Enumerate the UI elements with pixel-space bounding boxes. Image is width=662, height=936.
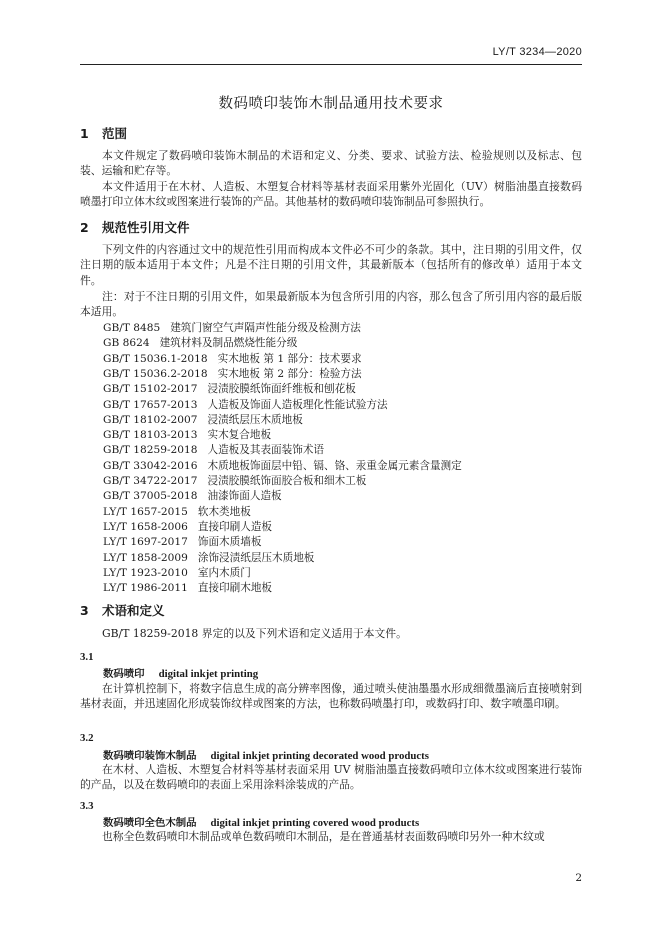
document-title: 数码喷印装饰木制品通用技术要求 (218, 96, 444, 112)
reference-title: 室内木质门 (197, 566, 251, 579)
term-definition: 也称全色数码喷印木制品或单色数码喷印木制品，是在普通基材表面数码喷印另外一种木纹或 (102, 830, 545, 843)
note-paragraph: 注：对于不注日期的引用文件，如果最新版本为包含所引用的内容，那么包含了所引用内容的最后版本适用。 (80, 290, 582, 319)
reference-item (103, 474, 366, 489)
reference-item (103, 398, 388, 413)
reference-title: 直接印刷人造板 (197, 520, 273, 533)
term-number: 3.1 (80, 651, 94, 663)
reference-code: GB/T 17657-2013 (103, 398, 198, 411)
reference-title: 饰面木质墙板 (197, 536, 262, 549)
reference-item (103, 551, 314, 566)
reference-item (103, 459, 462, 474)
reference-title: 实木地板 第 2 部分：检验方法 (217, 367, 362, 380)
reference-item (103, 489, 282, 504)
reference-title: 建筑材料及制品燃烧性能分级 (159, 337, 298, 350)
term-heading (103, 665, 258, 680)
section-title: 规范性引用文件 (102, 220, 190, 235)
section-number: 2 (80, 220, 89, 235)
page-number: 2 (575, 872, 582, 884)
reference-code: LY/T 1657-2015 (103, 505, 188, 518)
section-heading-3 (80, 601, 165, 619)
paragraph: 本文件规定了数码喷印装饰木制品的术语和定义、分类、要求、试验方法、检验规则以及标志、包装、运输和贮存等。 (80, 149, 582, 178)
reference-code: GB/T 18103-2013 (103, 429, 198, 442)
term-definition: 在计算机控制下，将数字信息生成的高分辨率图像，通过喷头使油墨墨水形成细微墨滴后直接喷射到基材表面，并迅速固化形成装饰纹样或图案的方法，也称数码喷墨打印，或数码打印、数字喷墨印刷。 (80, 682, 582, 711)
reference-title: 油漆饰面人造板 (207, 490, 282, 503)
reference-title: 实木复合地板 (207, 429, 272, 442)
reference-code: GB/T 15036.1-2018 (103, 352, 208, 365)
reference-item (103, 428, 271, 443)
reference-code: LY/T 1658-2006 (103, 520, 188, 533)
reference-code: LY/T 1923-2010 (103, 566, 188, 579)
reference-code: LY/T 1986-2011 (103, 582, 188, 595)
reference-code: GB/T 37005-2018 (103, 490, 198, 503)
reference-code: GB/T 33042-2016 (103, 459, 198, 472)
section-heading-1 (80, 124, 127, 142)
term-en: digital inkjet printing decorated wood products (210, 750, 429, 762)
reference-code: GB/T 18102-2007 (103, 413, 198, 426)
reference-title: 木质地板饰面层中铅、镉、铬、汞重金属元素含量测定 (207, 459, 462, 472)
paragraph: GB/T 18259-2018 界定的以及下列术语和定义适用于本文件。 (102, 627, 407, 640)
header-rule (80, 64, 582, 65)
reference-title: 建筑门窗空气声隔声性能分级及检测方法 (170, 322, 361, 334)
reference-item (103, 367, 362, 382)
reference-code: LY/T 1697-2017 (103, 536, 188, 549)
section-title: 术语和定义 (102, 603, 165, 618)
term-heading (103, 747, 429, 762)
term-zh: 数码喷印装饰木制品 (103, 750, 197, 762)
reference-code: GB/T 18259-2018 (103, 444, 198, 457)
term-zh: 数码喷印 (103, 668, 145, 680)
paragraph: 下列文件的内容通过文中的规范性引用而构成本文件必不可少的条款。其中，注日期的引用文件，仅注日期的版本适用于本文件；凡是不注日期的引用文件，其最新版本（包括所有的修改单）适用于本文件。 (80, 243, 582, 287)
term-heading (103, 814, 419, 829)
reference-item (103, 581, 272, 596)
reference-title: 软木类地板 (197, 505, 251, 518)
reference-item (103, 566, 251, 581)
term-en: digital inkjet printing covered wood products (210, 817, 420, 829)
term-zh: 数码喷印全色木制品 (103, 817, 197, 829)
reference-item (103, 321, 361, 336)
reference-title: 浸渍胶膜纸饰面胶合板和细木工板 (207, 475, 367, 487)
reference-title: 实木地板 第 1 部分：技术要求 (217, 352, 362, 365)
reference-item (103, 443, 324, 458)
reference-item (103, 505, 251, 520)
reference-title: 浸渍纸层压木质地板 (207, 413, 303, 426)
term-en: digital inkjet printing (158, 668, 259, 680)
reference-item (103, 413, 303, 428)
reference-title: 人造板及饰面人造板理化性能试验方法 (207, 398, 388, 411)
reference-code: GB/T 34722-2017 (103, 475, 198, 487)
reference-code: GB/T 15102-2017 (103, 383, 198, 396)
section-title: 范围 (102, 126, 128, 141)
reference-item (103, 382, 356, 397)
reference-title: 直接印刷木地板 (197, 582, 273, 595)
standard-code: LY/T 3234—2020 (492, 46, 582, 58)
reference-code: GB/T 8485 (103, 322, 161, 334)
reference-title: 浸渍胶膜纸饰面纤维板和刨花板 (207, 383, 356, 396)
reference-item (103, 336, 297, 351)
reference-code: LY/T 1858-2009 (103, 551, 188, 564)
term-number: 3.3 (80, 800, 94, 812)
term-number: 3.2 (80, 732, 94, 744)
reference-item (103, 352, 362, 367)
section-number: 1 (80, 126, 89, 141)
reference-item (103, 520, 272, 535)
section-heading-2 (80, 218, 190, 236)
reference-code: GB/T 15036.2-2018 (103, 367, 208, 380)
paragraph: 本文件适用于在木材、人造板、木塑复合材料等基材表面采用紫外光固化（UV）树脂油墨直接数码喷墨打印立体木纹或图案进行装饰的产品。其他基材的数码喷印装饰制品可参照执行。 (80, 180, 582, 209)
reference-title: 人造板及其表面装饰术语 (207, 444, 325, 457)
section-number: 3 (80, 603, 89, 618)
reference-title: 涂饰浸渍纸层压木质地板 (197, 551, 315, 564)
term-definition: 在木材、人造板、木塑复合材料等基材表面采用 UV 树脂油墨直接数码喷印立体木纹或图案进行装饰的产品，以及在数码喷印的表面上采用涂料涂装成的产品。 (80, 763, 582, 792)
reference-code: GB 8624 (103, 337, 150, 350)
reference-item (103, 535, 261, 550)
